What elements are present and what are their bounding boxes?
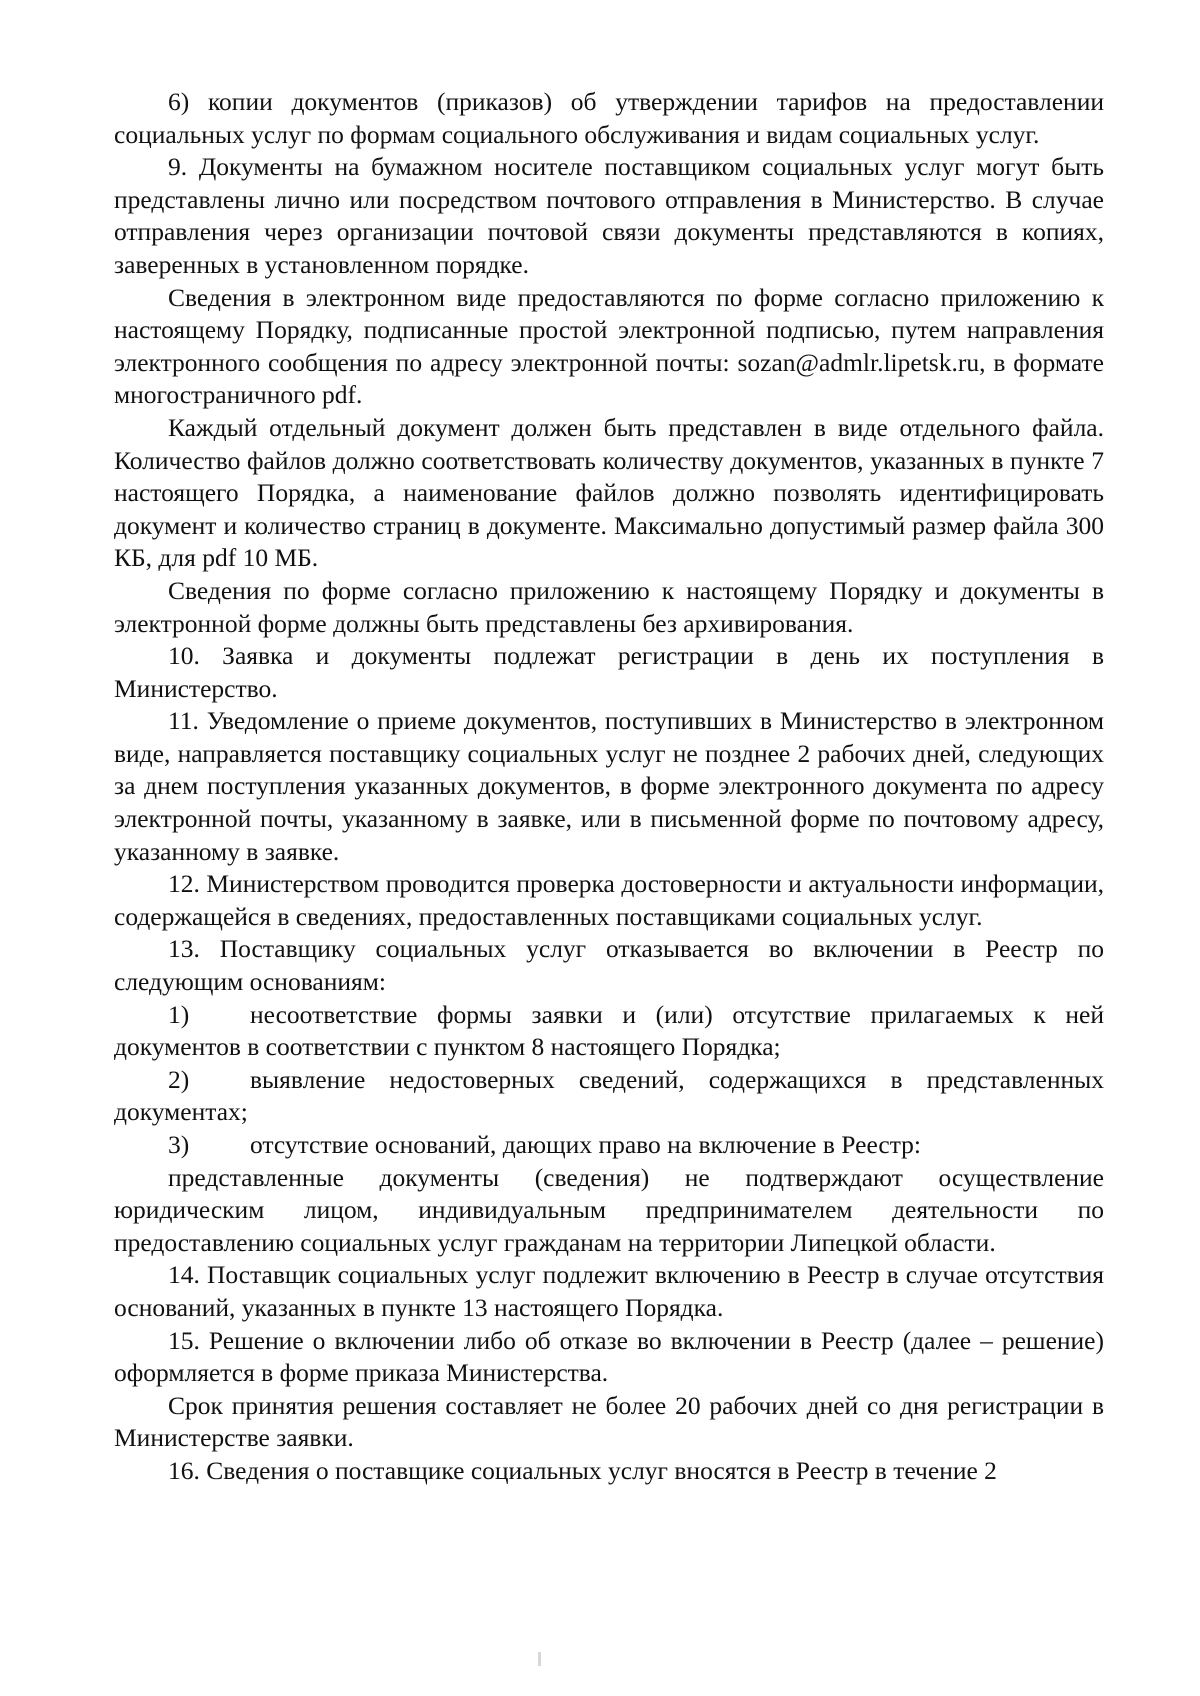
list-item-text: отсутствие оснований, дающих право на включение в Реестр:: [250, 1130, 922, 1159]
paragraph-no-archiving: Сведения по форме согласно приложению к настоящему Порядку и документы в электронной форме должны быть представлены без архивирования.: [114, 575, 1104, 638]
paragraph-16-registry-entry: 16. Сведения о поставщике социальных услуг вносятся в Реестр в течение 2: [168, 1455, 997, 1485]
scan-artifact: [538, 1652, 541, 1666]
paragraph-item-6-tariff-copies: 6) копии документов (приказов) об утверждении тарифов на предоставлении социальных услуг по формам социального обслуживания и видам социальных услуг.: [114, 87, 1104, 149]
paragraph-10-registration: 10. Заявка и документы подлежат регистрации в день их поступления в Министерство.: [114, 641, 1104, 703]
paragraph-11-notification: 11. Уведомление о приеме документов, поступивших в Министерство в электронном виде, направляется поставщику социальных услуг не позднее 2 рабочих дней, следующих за днем поступления указанных документов, в форме электронного документа по адресу электронной почты, указанному в заявке, или в письменной форме по почтовому адресу, указанному в заявке.: [114, 706, 1104, 866]
paragraph-15-decision: 15. Решение о включении либо об отказе во включении в Реестр (далее – решение) оформляется в форме приказа Министерства.: [114, 1325, 1104, 1388]
list-item-text: выявление недостоверных сведений, содержащихся в представленных документах;: [114, 1064, 1104, 1127]
paragraph-electronic-submission: Сведения в электронном виде предоставляются по форме согласно приложению к настоящему Порядку, подписанные простой электронной подписью, путем направления электронного сообщения по адресу электронной почты: sozan@admlr.lipetsk.ru, в формате многостраничного pdf.: [114, 282, 1104, 410]
paragraph-14-inclusion: 14. Поставщик социальных услуг подлежит включению в Реестр в случае отсутствия оснований, указанных в пункте 13 настоящего Порядка.: [114, 1260, 1104, 1322]
list-item-number: 3): [168, 1130, 190, 1159]
paragraph-decision-deadline: Срок принятия решения составляет не более 20 рабочих дней со дня регистрации в Министерстве заявки.: [114, 1390, 1104, 1453]
list-item-refusal-1: [114, 999, 1104, 1064]
paragraph-13-refusal-grounds: 13. Поставщику социальных услуг отказывается во включении в Реестр по следующим основаниям:: [114, 934, 1104, 997]
paragraph-12-verification: 12. Министерством проводится проверка достоверности и актуальности информации, содержащейся в сведениях, предоставленных поставщиками социальных услуг.: [114, 869, 1104, 931]
list-item-number: 1): [168, 999, 190, 1029]
paragraph-file-requirements: Каждый отдельный документ должен быть представлен в виде отдельного файла. Количество файлов должно соответствовать количеству документов, указанных в пункте 7 настоящего Порядка, а наименование файлов должно позволять идентифицировать документ и количество страниц в документе. Максимально допустимый размер файла 300 КБ, для pdf 10 МБ.: [114, 412, 1104, 573]
list-item-text: несоответствие формы заявки и (или) отсутствие прилагаемых к ней документов в соответствии с пунктом 8 настоящего Порядка;: [114, 999, 1104, 1062]
paragraph-9-paper-documents: 9. Документы на бумажном носителе поставщиком социальных услуг могут быть представлены лично или посредством почтового отправления в Министерство. В случае отправления через организации почтовой связи документы представляются в копиях, заверенных в установленном порядке.: [114, 152, 1104, 279]
list-item-refusal-3: [114, 1129, 1104, 1162]
paragraph-activity-not-confirmed: представленные документы (сведения) не подтверждают осуществление юридическим лицом, индивидуальным предпринимателем деятельности по предоставлению социальных услуг гражданам на территории Липецкой области.: [114, 1162, 1104, 1257]
list-item-refusal-2: [114, 1064, 1104, 1129]
document-page: [114, 86, 1104, 1488]
list-item-number: 2): [168, 1064, 190, 1094]
